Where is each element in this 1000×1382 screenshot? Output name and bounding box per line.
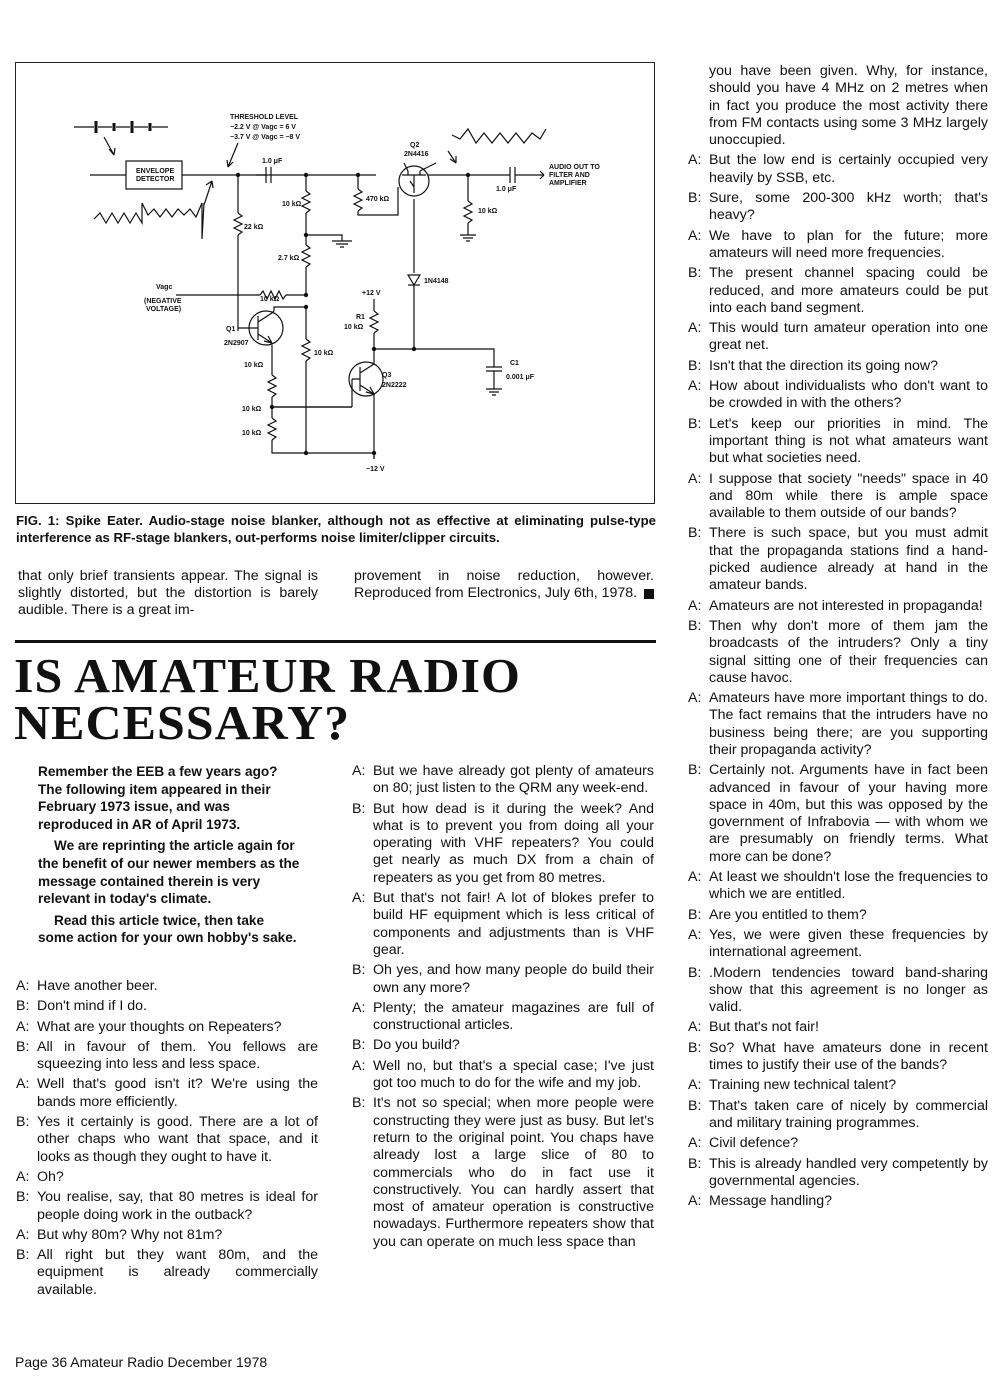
dialogue-text: All right but they want 80m, and the equipment is already commercially available. (37, 1247, 318, 1298)
label-q2: Q2 (410, 142, 420, 149)
page-footer: Page 36 Amateur Radio December 1978 (15, 1354, 268, 1370)
dialogue-text: There is such space, but you must admit that the propaganda stations find a hand-picked audience already at hand in the amateur bands. (709, 525, 988, 594)
dialogue-text: That's taken care of nicely by commercial and military training programmes. (709, 1097, 988, 1131)
dialogue-column-2 (352, 763, 654, 1254)
speaker-label: B: (16, 1247, 30, 1264)
dialogue-text: Don't mind if I do. (37, 998, 147, 1015)
dialogue-text: Have another beer. (37, 978, 158, 994)
continuation-left: that only brief transients appear. The signal is slightly distorted, but the distortion is barely audible. There is a great im- (18, 568, 318, 618)
dialogue-line (688, 358, 988, 375)
label-r1v: 10 kΩ (344, 324, 364, 331)
dialogue-line (16, 1114, 318, 1166)
dialogue-text: Isn't that the direction its going now? (709, 357, 939, 374)
dialogue-line (688, 1040, 988, 1075)
dialogue-text: Message handling? (709, 1193, 833, 1210)
end-mark-icon (644, 589, 654, 599)
dialogue-line (688, 190, 988, 225)
dialogue-line (16, 1227, 318, 1244)
dialogue-text: But why 80m? Why not 81m? (37, 1226, 223, 1243)
dialogue-line (688, 228, 988, 263)
speaker-label: A: (688, 152, 702, 169)
dialogue-line (16, 978, 318, 995)
speaker-label: A: (688, 378, 702, 395)
label-envelope2: DETECTOR (136, 176, 175, 183)
dialogue-line (688, 1156, 988, 1191)
dialogue-line (688, 1019, 988, 1036)
label-vagc: Vagc (156, 284, 173, 291)
dialogue-text: Plenty; the amateur magazines are full of constructional articles. (373, 999, 654, 1034)
dialogue-line (352, 962, 654, 997)
dialogue-line (688, 1135, 988, 1152)
speaker-label: B: (688, 190, 702, 207)
dialogue-text: Are you entitled to them? (709, 906, 867, 923)
dialogue-text: Amateurs are not interested in propaganda! (709, 597, 983, 614)
dialogue-text: How about individualists who don't want to be crowded in with the others? (709, 378, 988, 412)
label-q2-part: 2N4416 (404, 151, 429, 158)
dialogue-line (16, 1039, 318, 1074)
dialogue-text: But that's not fair! (709, 1019, 819, 1036)
dialogue-text: Well that's good isn't it? We're using the bands more efficiently. (37, 1076, 318, 1110)
dialogue-line (688, 965, 988, 1017)
dialogue-line (352, 801, 654, 887)
dialogue-text: Do you build? (373, 1037, 460, 1054)
speaker-label: B: (688, 265, 702, 282)
dialogue-line (688, 1098, 988, 1133)
label-r10f: 10 kΩ (314, 350, 334, 357)
dialogue-text: But that's not fair! A lot of blokes prefer to build HF equipment which is less critical of components and adjustments than is VHF gear. (373, 890, 654, 958)
dialogue-line (688, 598, 988, 615)
speaker-label: A: (688, 597, 702, 614)
label-r470: 470 kΩ (366, 196, 390, 203)
label-r10b: 10 kΩ (478, 208, 498, 215)
speaker-label: A: (16, 1226, 30, 1243)
dialogue-text: So? What have amateurs done in recent times to justify their use of the bands? (709, 1039, 988, 1074)
label-thr1: −2.2 V @ Vagc = 6 V (230, 124, 296, 131)
dialogue-text: It's not so special; when more people were constructing they were just as busy. But let's return to the original point. You chaps have already lost a large slice of 80 to commercials who do in fact use it constructively. You can hardly assert that most of amateur operation is constructive nowadays. Furthermore repeaters show that you can operate on much less space than (373, 1095, 654, 1250)
dialogue-text: This is already handled very competently by governmental agencies. (709, 1155, 988, 1189)
article-title (14, 648, 521, 750)
dialogue-column-3 (688, 63, 988, 1213)
intro-paragraph: Read this article twice, then take some action for your own hobby's sake. (38, 912, 297, 946)
dialogue-text: At least we shouldn't lose the frequencies to which we are entitled. (709, 869, 988, 903)
dialogue-column-1 (16, 978, 318, 1302)
dialogue-line (352, 1095, 654, 1251)
label-r27: 2.7 kΩ (278, 255, 300, 262)
dialogue-text: you have been given. Why, for instance, should you have 4 MHz on 2 metres when in fact you produce the most activity there from FM contacts using some 3 MHz largely unoccupied. (709, 63, 988, 149)
label-q3-part: 2N2222 (382, 382, 407, 389)
speaker-label: B: (688, 357, 702, 374)
dialogue-text: Then why don't more of them jam the broadcasts of the intruders? Only a tiny signal sitting one of their frequencies can cause havoc. (709, 617, 988, 686)
dialogue-line (688, 927, 988, 962)
label-c1v: 0.001 μF (506, 374, 535, 381)
figure-caption: FIG. 1: Spike Eater. Audio-stage noise blanker, although not as effective at eliminating pulse-type interference as RF-stage blankers, out-performs noise limiter/clipper circuits. (16, 513, 656, 545)
dialogue-text: But we have already got plenty of amateurs on 80; just listen to the QRM any week-end. (373, 763, 654, 797)
dialogue-text: Yes it certainly is good. There are a lot of other chaps who want that space, and it looks as though they ought to have it. (37, 1114, 318, 1165)
label-q1-part: 2N2907 (224, 340, 249, 347)
label-diode: 1N4148 (424, 278, 449, 285)
speaker-label: A: (16, 1168, 30, 1185)
speaker-label: B: (16, 1038, 30, 1055)
label-threshold: THRESHOLD LEVEL (230, 114, 299, 121)
speaker-label: A: (688, 1135, 702, 1152)
speaker-label: A: (688, 869, 702, 886)
speaker-label: A: (16, 1076, 30, 1093)
label-c1: C1 (510, 360, 519, 367)
dialogue-text: Certainly not. Arguments have in fact been advanced in favour of your having more space in 40m, but this was opposed by the government of Infrabovia — with whom we are presumably on friendly terms. What more can be done? (709, 762, 988, 865)
dialogue-line (688, 1193, 988, 1210)
label-envelope1: ENVELOPE (136, 168, 175, 175)
section-rule (15, 640, 656, 643)
dialogue-line (688, 416, 988, 468)
dialogue-line (688, 690, 988, 759)
speaker-label: B: (688, 762, 702, 779)
dialogue-text: What are your thoughts on Repeaters? (37, 1018, 282, 1035)
speaker-label: B: (16, 1114, 30, 1131)
label-r10g: 10 kΩ (242, 430, 262, 437)
speaker-label (688, 63, 709, 149)
dialogue-line (16, 1076, 318, 1111)
dialogue-line (688, 471, 988, 523)
speaker-label: A: (688, 320, 702, 337)
speaker-label: A: (688, 926, 702, 943)
dialogue-line (352, 1058, 654, 1093)
label-audio2: FILTER AND (549, 172, 590, 179)
continuation-right (354, 568, 654, 602)
schematic-diagram (16, 63, 656, 505)
speaker-label: A: (688, 690, 702, 707)
dialogue-text: Sure, some 200-300 kHz worth; that's heavy? (709, 190, 988, 224)
intro-paragraph: Remember the EEB a few years ago? The following item appeared in their February 1973 issue, and was reproduced in AR of April 1973. (38, 764, 278, 832)
dialogue-text: Oh yes, and how many people do build their own any more? (373, 962, 654, 996)
label-r22: 22 kΩ (244, 224, 264, 231)
speaker-label: A: (352, 999, 366, 1016)
dialogue-text: .Modern tendencies toward band-sharing show that this agreement is no longer as valid. (709, 964, 988, 1016)
article-title-line2: NECESSARY? (14, 695, 351, 750)
speaker-label: A: (16, 1018, 30, 1035)
label-c-in: 1.0 μF (262, 158, 283, 165)
dialogue-line (688, 152, 988, 187)
speaker-label: A: (352, 763, 366, 779)
dialogue-line (688, 869, 988, 904)
dialogue-text: But the low end is certainly occupied very heavily by SSB, etc. (709, 152, 988, 186)
speaker-label: A: (688, 1019, 702, 1036)
dialogue-line (352, 890, 654, 959)
speaker-label: B: (16, 998, 30, 1015)
article-title-line1: IS AMATEUR RADIO (14, 648, 521, 703)
label-q3: Q3 (382, 372, 392, 379)
dialogue-line (688, 63, 988, 149)
speaker-label: B: (16, 1189, 30, 1206)
speaker-label: B: (688, 964, 702, 981)
dialogue-line (688, 907, 988, 924)
dialogue-text: Yes, we were given these frequencies by international agreement. (709, 926, 988, 961)
dialogue-text: Well no, but that's a special case; I've just got too much to do for the wife and my job. (373, 1057, 654, 1092)
figure-box (15, 62, 655, 504)
dialogue-text: Let's keep our priorities in mind. The important thing is not what amateurs want but what societies need. (709, 415, 988, 467)
dialogue-line (16, 1247, 318, 1299)
dialogue-text: The present channel spacing could be reduced, and more amateurs could be put into each band segment. (709, 265, 988, 316)
dialogue-text: We have to plan for the future; more amateurs will need more frequencies. (709, 227, 988, 261)
speaker-label: A: (688, 1193, 702, 1210)
label-plus12: +12 V (362, 290, 381, 297)
dialogue-text: Civil defence? (709, 1135, 799, 1152)
dialogue-text: Amateurs have more important things to do. The fact remains that the intruders have no business being there; are you supporting their propaganda activity? (709, 690, 988, 758)
dialogue-line (688, 320, 988, 355)
label-minus12: −12 V (366, 466, 385, 473)
speaker-label: B: (688, 1097, 702, 1114)
speaker-label: B: (352, 1037, 366, 1054)
dialogue-text: All in favour of them. You fellows are squeezing into less and less space. (37, 1038, 318, 1073)
label-audio1: AUDIO OUT TO (549, 164, 600, 171)
dialogue-text: But how dead is it during the week? And what is to prevent you from doing all your operating with VHF repeaters? You could get nearly as much DX from a chain of repeaters as you get from 80 metres. (373, 800, 654, 886)
speaker-label: B: (352, 1095, 366, 1112)
dialogue-line (16, 1019, 318, 1036)
speaker-label: B: (352, 800, 366, 817)
continuation-right-text: provement in noise reduction, however. Reproduced from Electronics, July 6th, 1978. (354, 568, 654, 601)
dialogue-line (352, 1000, 654, 1035)
label-q1: Q1 (226, 326, 236, 333)
speaker-label: A: (688, 1077, 702, 1094)
speaker-label: A: (16, 978, 30, 994)
dialogue-line (352, 1037, 654, 1054)
label-thr2: −3.7 V @ Vagc = −8 V (230, 134, 301, 141)
speaker-label: A: (352, 1057, 366, 1074)
dialogue-line (16, 998, 318, 1015)
dialogue-text: Oh? (37, 1168, 64, 1185)
speaker-label: B: (352, 962, 366, 979)
label-r10a: 10 kΩ (282, 201, 302, 208)
dialogue-text: Training new technical talent? (709, 1077, 897, 1094)
label-audio3: AMPLIFIER (549, 180, 587, 187)
dialogue-line (688, 265, 988, 317)
label-r1: R1 (356, 314, 365, 321)
dialogue-line (688, 762, 988, 866)
label-c-out: 1.0 μF (496, 186, 517, 193)
speaker-label: A: (688, 227, 702, 244)
intro-paragraph: We are reprinting the article again for the benefit of our newer members as the message contained therein is very relevant in today's climate. (38, 838, 300, 907)
dialogue-text: This would turn amateur operation into one great net. (709, 320, 988, 354)
speaker-label: B: (688, 1155, 702, 1172)
dialogue-line (688, 378, 988, 413)
label-r10e: 10 kΩ (242, 406, 262, 413)
speaker-label: B: (688, 525, 702, 542)
dialogue-text: I suppose that society "needs" space in 40 and 80m while there is ample space available to them outside of our bands? (709, 470, 988, 522)
article-intro (38, 763, 300, 951)
dialogue-line (688, 525, 988, 594)
label-neg2: VOLTAGE) (146, 306, 182, 313)
speaker-label: B: (688, 1039, 702, 1056)
dialogue-line (352, 763, 654, 798)
label-neg1: (NEGATIVE (144, 298, 182, 305)
speaker-label: B: (688, 415, 702, 432)
dialogue-line (16, 1169, 318, 1186)
label-r10c: 10 kΩ (260, 296, 280, 303)
label-r10d: 10 kΩ (244, 362, 264, 369)
dialogue-line (688, 618, 988, 687)
speaker-label: A: (352, 890, 366, 907)
speaker-label: B: (688, 906, 702, 923)
speaker-label: B: (688, 617, 702, 634)
speaker-label: A: (688, 470, 702, 487)
dialogue-text: You realise, say, that 80 metres is ideal for people doing work in the outback? (37, 1189, 318, 1223)
dialogue-line (688, 1077, 988, 1094)
dialogue-line (16, 1189, 318, 1224)
